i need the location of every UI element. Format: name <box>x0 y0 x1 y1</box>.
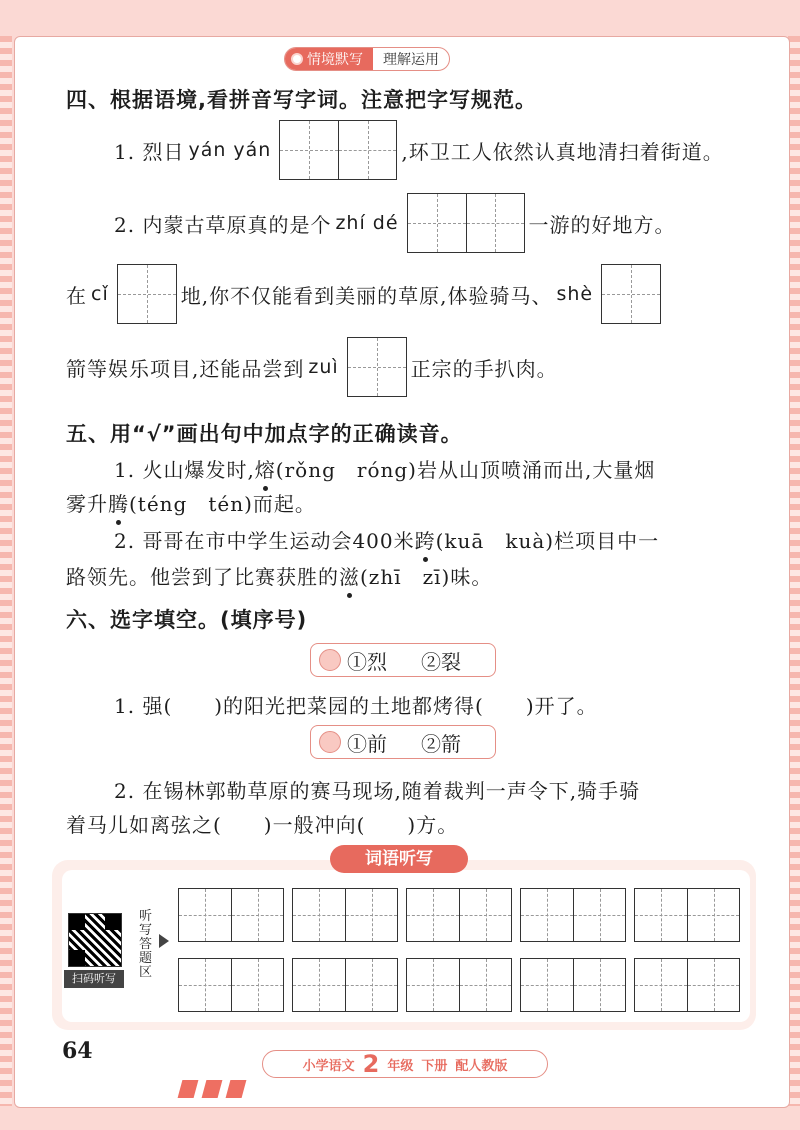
section-5-title: 五、用“√”画出句中加点字的正确读音。 <box>66 422 463 446</box>
dictation-grid[interactable] <box>406 958 512 1012</box>
qr-code[interactable] <box>68 913 122 967</box>
s6-q1[interactable]: 1. 强( )的阳光把菜园的土地都烤得( )开了。 <box>114 694 598 718</box>
section-4-title: 四、根据语境,看拼音写字词。注意把字写规范。 <box>66 88 537 112</box>
options-box-2: ①前 ②箭 <box>310 725 496 759</box>
s4-q2-line3: 箭等娱乐项目,还能品尝到 zuì 正宗的手扒肉。 <box>66 337 558 397</box>
pinyin: yán yán <box>188 139 272 161</box>
answer-grid[interactable] <box>117 264 177 324</box>
s5-q1-line1: 1. 火山爆发时, 熔 (rǒng róng)岩从山顶喷涌而出,大量烟 <box>114 454 655 483</box>
s4-q2-line2: 在 cǐ 地,你不仅能看到美丽的草原,体验骑马、 shè <box>66 264 665 324</box>
s6-q2-line2[interactable]: 着马儿如离弦之( )一般冲向( )方。 <box>66 813 459 837</box>
s5-q1-line2: 雾升 腾 (téng tén)而起。 <box>66 488 316 517</box>
answer-area-label: 听写答题区 <box>139 909 153 980</box>
scan-label: 扫码听写 <box>64 970 124 988</box>
dictation-grid[interactable] <box>634 958 740 1012</box>
section-tag <box>284 47 450 71</box>
answer-grid[interactable] <box>279 120 397 180</box>
flower-icon <box>291 53 303 65</box>
dictation-grid[interactable] <box>292 888 398 942</box>
tag-main: 情境默写 <box>307 52 363 68</box>
page-number: 64 <box>62 1038 93 1064</box>
mascot-icon <box>319 649 341 671</box>
dictation-grid[interactable] <box>292 958 398 1012</box>
left-decor-strip <box>0 36 12 1106</box>
dictation-grid[interactable] <box>520 888 626 942</box>
s4-q2: 2. 内蒙古草原真的是个 zhí dé 一游的好地方。 <box>114 193 676 253</box>
pinyin: zuì <box>308 356 339 378</box>
dictation-grid[interactable] <box>178 888 284 942</box>
answer-grid[interactable] <box>407 193 525 253</box>
arrow-right-icon <box>159 934 169 948</box>
answer-grid[interactable] <box>601 264 661 324</box>
tag-sub: 理解运用 <box>383 52 439 68</box>
dictation-grid[interactable] <box>178 958 284 1012</box>
s5-q2-line2: 路领先。他尝到了比赛获胜的 滋 (zhī zī)味。 <box>66 561 492 590</box>
answer-grid[interactable] <box>347 337 407 397</box>
s4-q1: 1. 烈日 yán yán ,环卫工人依然认真地清扫着街道。 <box>114 120 724 180</box>
section-6-title: 六、选字填空。(填序号) <box>66 608 308 632</box>
dictation-title: 词语听写 <box>330 845 468 873</box>
dictation-grid[interactable] <box>406 888 512 942</box>
dotted-char: 滋 <box>339 561 360 590</box>
pinyin: shè <box>556 283 594 305</box>
dotted-char: 腾 <box>108 488 129 517</box>
pinyin: cǐ <box>91 283 109 305</box>
book-footer: 小学语文 2 年级 下册 配人教版 <box>262 1050 548 1078</box>
mascot-icon <box>319 731 341 753</box>
dictation-grid[interactable] <box>520 958 626 1012</box>
s5-q2-line1: 2. 哥哥在市中学生运动会400米 跨 (kuā kuà)栏项目中一 <box>114 525 659 554</box>
s6-q2-line1: 2. 在锡林郭勒草原的赛马现场,随着裁判一声令下,骑手骑 <box>114 779 641 803</box>
options-box-1: ①烈 ②裂 <box>310 643 496 677</box>
dictation-grid[interactable] <box>634 888 740 942</box>
dotted-char: 跨 <box>415 525 436 554</box>
dotted-char: 熔 <box>255 454 276 483</box>
pinyin: zhí dé <box>335 212 399 234</box>
